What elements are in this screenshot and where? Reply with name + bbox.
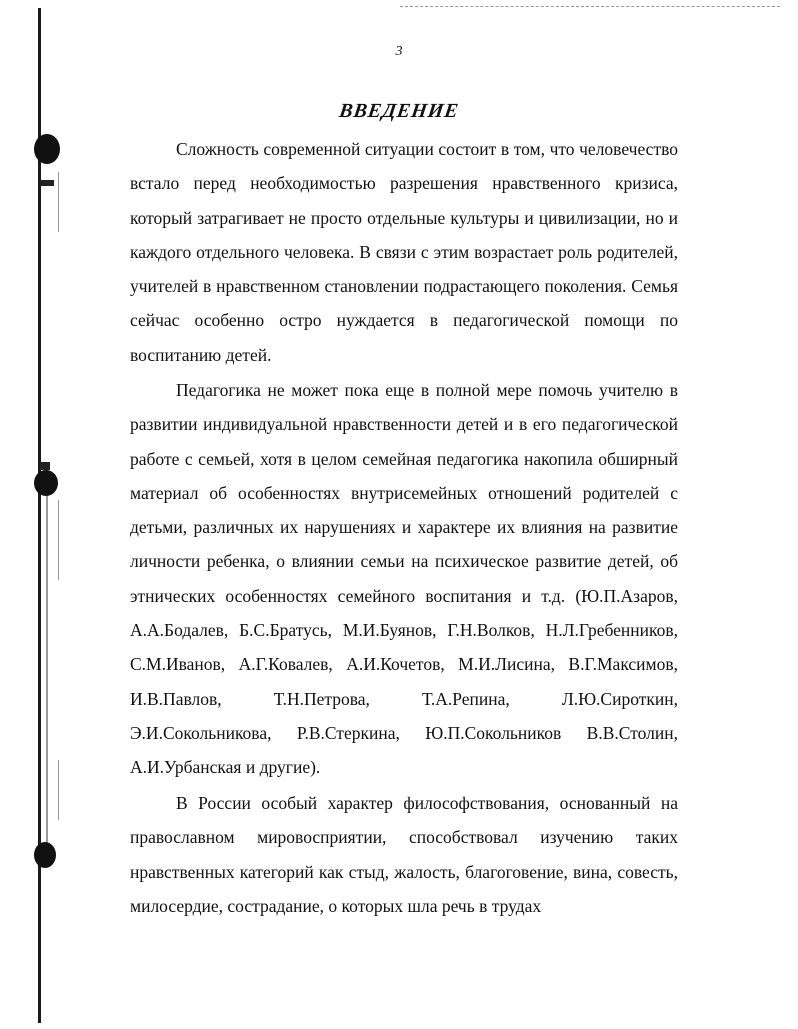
punch-hole-middle [34, 470, 58, 496]
punch-hole-top [34, 134, 60, 164]
scan-mark [40, 180, 54, 186]
page-title: ВВЕДЕНИЕ [337, 100, 461, 122]
page-number: 3 [395, 44, 403, 59]
scan-artifact [58, 500, 59, 580]
punch-hole-bottom [34, 842, 56, 868]
scan-mark [40, 462, 50, 470]
scan-artifact [58, 760, 59, 820]
scan-artifact [58, 172, 59, 232]
binding-edge-shadow [46, 470, 48, 850]
paragraph-2: Педагогика не может пока еще в полной мере помочь учителю в развитии индивидуальной нравственности детей и в его педагогической работе с семьей, хотя в целом семейная педагогика накопила обширный материал об особенностях внутрисемейных отношений родителей с детьми, различных их нарушениях и характере их влияния на развитие личности ребенка, о влиянии семьи на психическое развитие детей, об этнических особенностях семейного воспитания и т.д. (Ю.П.Азаров, А.А.Бодалев, Б.С.Братусь, М.И.Буянов, Г.Н.Волков, Н.Л.Гребенников, С.М.Иванов, А.Г.Ковалев, А.И.Кочетов, М.И.Лисина, В.Г.Максимов, И.В.Павлов, Т.Н.Петрова, Т.А.Репина, Л.Ю.Сироткин, Э.И.Сокольникова, Р.В.Стеркина, Ю.П.Сокольников В.В.Столин, А.И.Урбанская и другие). [130, 380, 678, 778]
paragraph-3: В России особый характер философствования, основанный на православном мировосприятии, способствовал изучению таких нравственных категорий как стыд, жалость, благоговение, вина, совесть, милосердие, сострадание, о которых шла речь в трудах [130, 793, 678, 916]
paragraph-1: Сложность современной ситуации состоит в том, что человечество встало перед необходимостью разрешения нравственного кризиса, который затрагивает не просто отдельные культуры и цивилизации, но и каждого отдельного человека. В связи с этим возрастает роль родителей, учителей в нравственном становлении подрастающего поколения. Семья сейчас особенно остро нуждается в педагогической помощи по воспитанию детей. [130, 139, 678, 365]
scan-edge-line [400, 6, 780, 7]
